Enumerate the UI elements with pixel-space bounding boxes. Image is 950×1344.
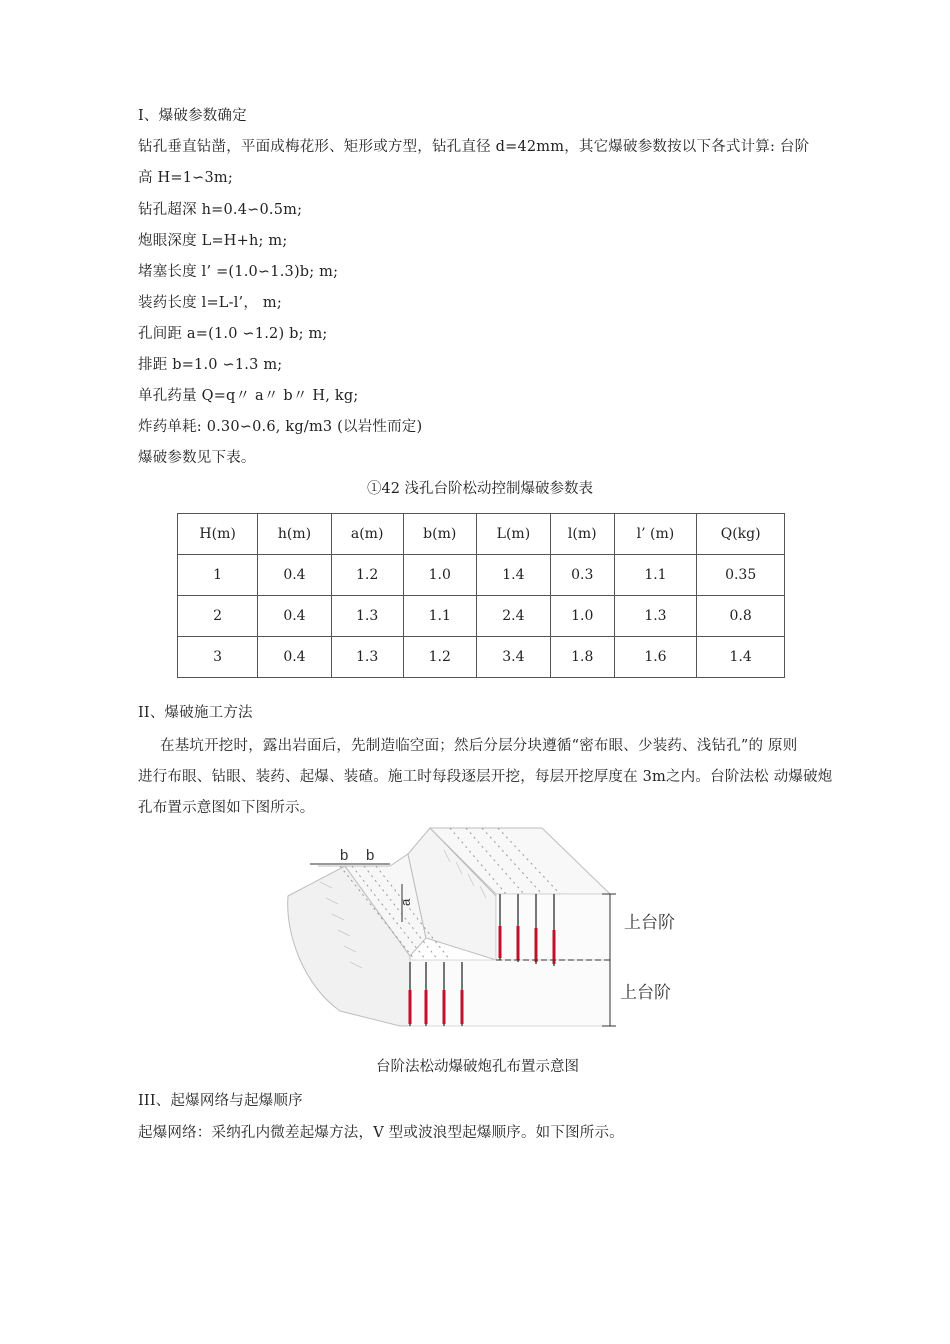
table-row [178,596,785,637]
table-cell: 1.1 [403,596,476,637]
table-cell: 1.3 [614,596,697,637]
table-cell: 0.35 [697,555,785,596]
table-cell: 0.4 [258,637,331,678]
table-cell: 1 [178,555,258,596]
label-a: a [398,898,413,906]
table-cell: 1.2 [331,555,403,596]
table-cell: 1.2 [403,637,476,678]
table-cell: 1.0 [550,596,614,637]
table-cell: 1.3 [331,596,403,637]
formula-charge-per-hole: 单孔药量 Q=q〃 a〃 b〃 H, kg; [138,388,359,404]
table-cell: 1.4 [476,555,550,596]
label-b-first: b [340,847,349,864]
section1-intro-line2: 高 H=1∽3m; [138,170,233,186]
formula-hole-spacing: 孔间距 a=(1.0 ∽1.2) b; m; [138,326,328,342]
label-b-second: b [366,847,375,864]
section2-para-line2: 进行布眼、钻眼、装药、起爆、装碴。施工时每段逐层开挖，每层开挖厚度在 3m之内。台阶法松 动爆破炮 [138,769,833,785]
formula-charge-length: 装药长度 l=L-l’， m; [138,295,282,311]
table-row [178,555,785,596]
section3-heading: III、起爆网络与起爆顺序 [138,1093,303,1109]
table-cell: 1.8 [550,637,614,678]
header-cell: Q(kg) [697,514,785,555]
blasting-parameter-table [177,513,785,678]
label-upper-bench: 上台阶 [624,913,675,933]
header-cell: l(m) [550,514,614,555]
table-cell: 1.4 [697,637,785,678]
table-cell: 1.0 [403,555,476,596]
lower-bench-front [410,960,610,1026]
section3-para: 起爆网络：采纳孔内微差起爆方法，V 型或波浪型起爆顺序。如下图所示。 [138,1125,624,1141]
formula-stemming-length: 堵塞长度 l’ =(1.0∽1.3)b; m; [138,264,339,280]
table-cell: 0.8 [697,596,785,637]
table-caption: ①42 浅孔台阶松动控制爆破参数表 [367,481,594,497]
formula-overdrill: 钻孔超深 h=0.4∽0.5m; [138,202,303,218]
table-cell: 1.6 [614,637,697,678]
header-cell: a(m) [331,514,403,555]
table-cell: 1.1 [614,555,697,596]
table-cell: 0.4 [258,596,331,637]
header-cell: L(m) [476,514,550,555]
diagram-caption: 台阶法松动爆破炮孔布置示意图 [376,1059,579,1075]
section2-para-line3: 孔布置示意图如下图所示。 [138,800,315,816]
formula-hole-depth: 炮眼深度 L=H+h; m; [138,233,288,249]
bench-blast-hole-diagram [280,826,700,1036]
section2-heading: II、爆破施工方法 [138,705,253,721]
table-cell: 3.4 [476,637,550,678]
header-cell: h(m) [258,514,331,555]
table-header-row [178,514,785,555]
table-cell: 1.3 [331,637,403,678]
formula-powder-factor: 炸药单耗: 0.30∽0.6, kg/m3 (以岩性而定) [138,419,423,435]
formula-row-spacing: 排距 b=1.0 ∽1.3 m; [138,357,283,373]
header-cell: l’ (m) [614,514,697,555]
table-cell: 2 [178,596,258,637]
table-cell: 0.3 [550,555,614,596]
header-cell: b(m) [403,514,476,555]
table-cell: 0.4 [258,555,331,596]
section1-heading: I、爆破参数确定 [138,108,247,124]
table-reference-text: 爆破参数见下表。 [138,450,256,466]
header-cell: H(m) [178,514,258,555]
section1-intro-line1: 钻孔垂直钻凿，平面成梅花形、矩形或方型，钻孔直径 d=42mm，其它爆破参数按以下各式计算: 台阶 [138,139,810,155]
section2-para-line1: 在基坑开挖时，露出岩面后，先制造临空面；然后分层分块遵循“密布眼、少装药、浅钻孔”的 原则 [160,738,798,754]
table-cell: 2.4 [476,596,550,637]
table-row [178,637,785,678]
table-cell: 3 [178,637,258,678]
label-lower-bench: 上台阶 [620,983,671,1003]
